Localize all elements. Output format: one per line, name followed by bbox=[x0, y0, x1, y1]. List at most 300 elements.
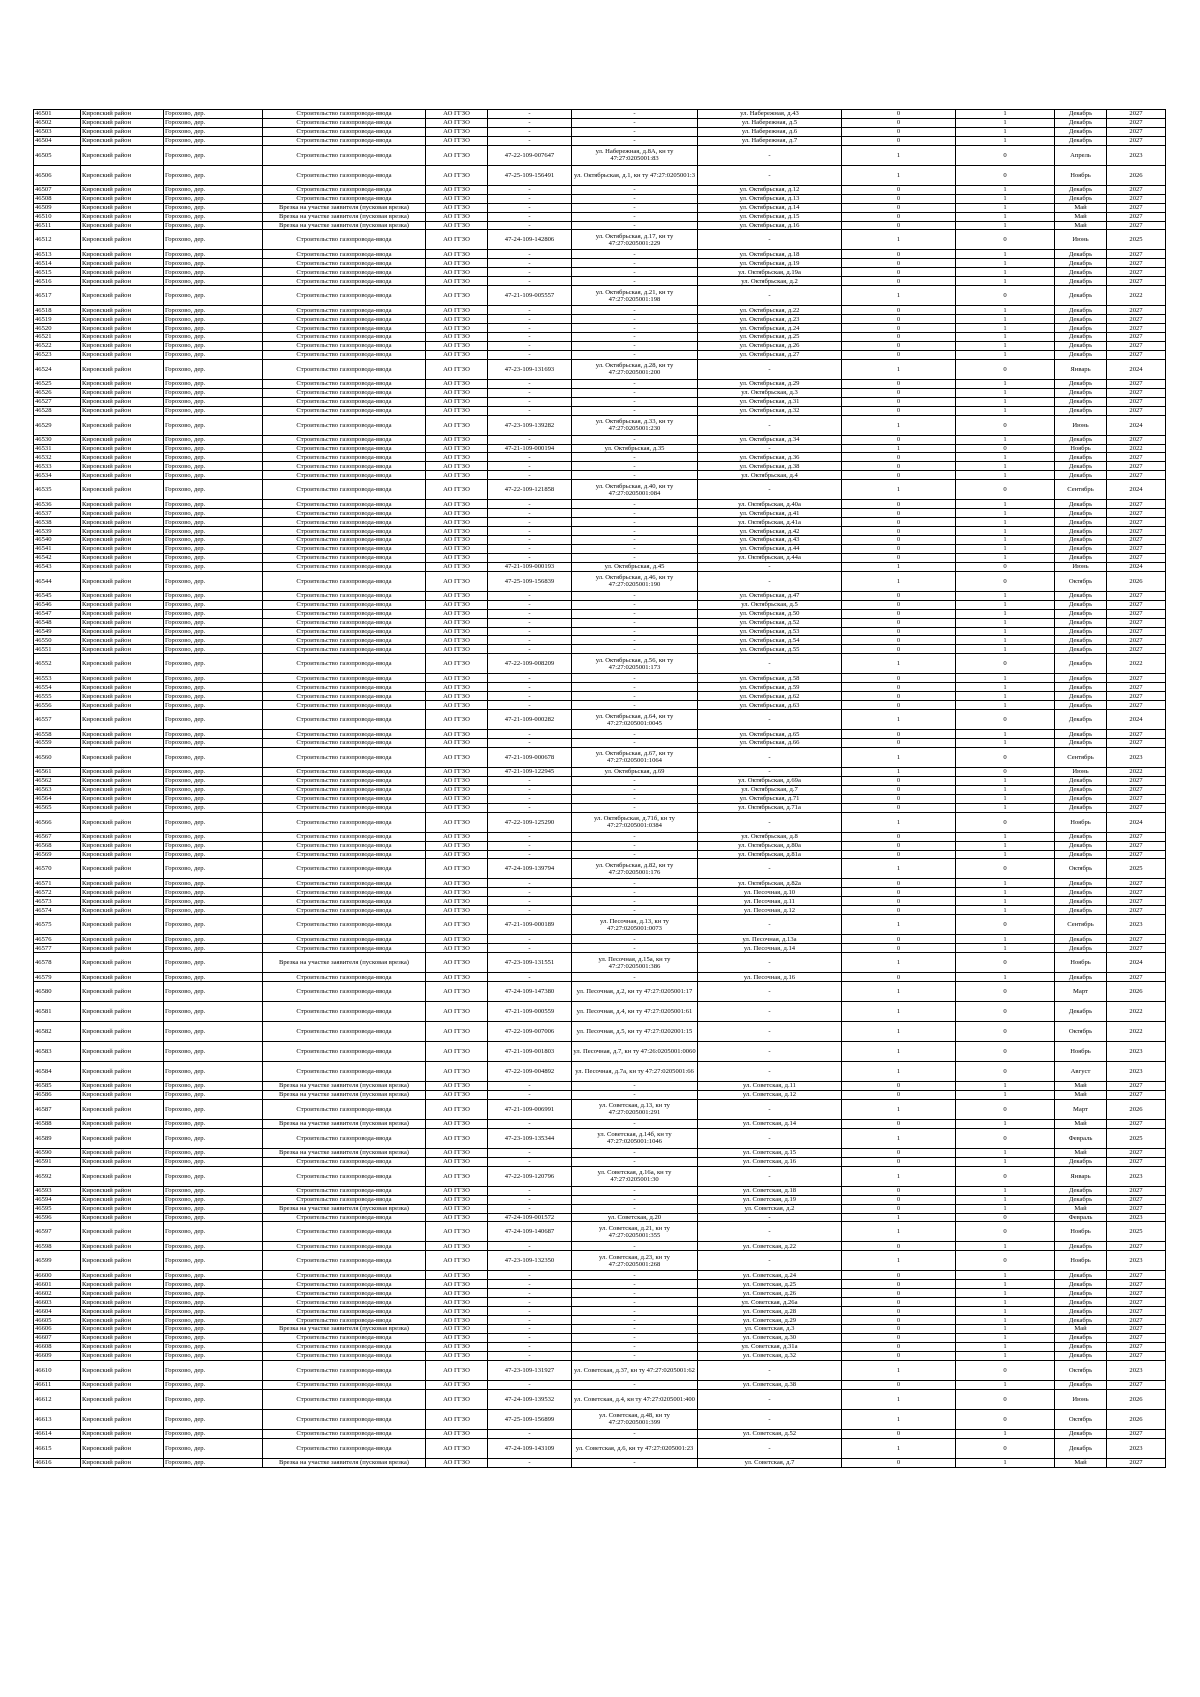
row-number-cell: 46527 bbox=[34, 397, 81, 406]
address-cell: ул. Октябрьская, д.41а bbox=[698, 518, 842, 527]
value-a-cell: 0 bbox=[842, 674, 956, 683]
row-number-cell: 46515 bbox=[34, 268, 81, 277]
work-type-cell: Врезка на участке заявителя (пусковая врезка) bbox=[263, 1458, 426, 1467]
value-a-cell: 0 bbox=[842, 1298, 956, 1307]
work-type-cell: Строительство газопровода-ввода bbox=[263, 739, 426, 748]
district-cell: Кировский район bbox=[81, 1409, 164, 1429]
settlement-cell: Горохово, дер. bbox=[164, 118, 263, 127]
row-number-cell: 46562 bbox=[34, 776, 81, 785]
month-cell: Декабрь bbox=[1055, 136, 1107, 145]
row-number-cell: 46605 bbox=[34, 1316, 81, 1325]
work-type-cell: Строительство газопровода-ввода bbox=[263, 879, 426, 888]
work-type-cell: Строительство газопровода-ввода bbox=[263, 471, 426, 480]
row-number-cell: 46518 bbox=[34, 306, 81, 315]
district-cell: Кировский район bbox=[81, 812, 164, 832]
table-row bbox=[34, 1128, 1166, 1148]
table-row bbox=[34, 944, 1166, 953]
organization-cell: АО ГГЗО bbox=[426, 500, 488, 509]
organization-cell: АО ГГЗО bbox=[426, 1128, 488, 1148]
row-number-cell: 46598 bbox=[34, 1242, 81, 1251]
address-cell: ул. Октябрьская, д.43 bbox=[698, 536, 842, 545]
address-cell: ул. Советская, д.11 bbox=[698, 1082, 842, 1091]
address-cell: ул. Песочная, д.11 bbox=[698, 897, 842, 906]
value-a-cell: 1 bbox=[842, 982, 956, 1002]
work-type-cell: Строительство газопровода-ввода bbox=[263, 982, 426, 1002]
value-b-cell: 0 bbox=[956, 1409, 1055, 1429]
tu-number-cell: - bbox=[488, 803, 572, 812]
organization-cell: АО ГГЗО bbox=[426, 935, 488, 944]
month-cell: Декабрь bbox=[1055, 654, 1107, 674]
row-number-cell: 46522 bbox=[34, 341, 81, 350]
row-number-cell: 46509 bbox=[34, 203, 81, 212]
year-cell: 2027 bbox=[1107, 1195, 1166, 1204]
district-cell: Кировский район bbox=[81, 1298, 164, 1307]
year-cell: 2027 bbox=[1107, 1242, 1166, 1251]
address-with-cadastral-cell: ул. Октябрьская, д.1, кн ту 47:27:0205001:3 bbox=[572, 165, 698, 185]
address-cell: - bbox=[698, 415, 842, 435]
value-a-cell: 0 bbox=[842, 1090, 956, 1099]
year-cell: 2027 bbox=[1107, 739, 1166, 748]
work-type-cell: Строительство газопровода-ввода bbox=[263, 562, 426, 571]
address-cell: - bbox=[698, 286, 842, 306]
month-cell: Декабрь bbox=[1055, 536, 1107, 545]
row-number-cell: 46521 bbox=[34, 333, 81, 342]
settlement-cell: Горохово, дер. bbox=[164, 888, 263, 897]
table-row bbox=[34, 1222, 1166, 1242]
tu-number-cell: - bbox=[488, 739, 572, 748]
month-cell: Декабрь bbox=[1055, 944, 1107, 953]
address-cell: ул. Октябрьская, д.4 bbox=[698, 471, 842, 480]
district-cell: Кировский район bbox=[81, 250, 164, 259]
address-with-cadastral-cell: - bbox=[572, 627, 698, 636]
value-b-cell: 1 bbox=[956, 1351, 1055, 1360]
row-number-cell: 46507 bbox=[34, 185, 81, 194]
tu-number-cell: - bbox=[488, 315, 572, 324]
year-cell: 2023 bbox=[1107, 1251, 1166, 1271]
month-cell: Декабрь bbox=[1055, 286, 1107, 306]
work-type-cell: Строительство газопровода-ввода bbox=[263, 1351, 426, 1360]
work-type-cell: Строительство газопровода-ввода bbox=[263, 859, 426, 879]
row-number-cell: 46536 bbox=[34, 500, 81, 509]
row-number-cell: 46584 bbox=[34, 1062, 81, 1082]
address-cell: - bbox=[698, 145, 842, 165]
year-cell: 2027 bbox=[1107, 315, 1166, 324]
table-row bbox=[34, 1082, 1166, 1091]
month-cell: Декабрь bbox=[1055, 879, 1107, 888]
address-cell: - bbox=[698, 1022, 842, 1042]
year-cell: 2022 bbox=[1107, 444, 1166, 453]
address-with-cadastral-cell: - bbox=[572, 462, 698, 471]
address-cell: ул. Набережная, д.6 bbox=[698, 127, 842, 136]
address-cell: - bbox=[698, 915, 842, 935]
settlement-cell: Горохово, дер. bbox=[164, 645, 263, 654]
month-cell: Декабрь bbox=[1055, 973, 1107, 982]
settlement-cell: Горохово, дер. bbox=[164, 221, 263, 230]
table-row bbox=[34, 1148, 1166, 1157]
address-cell: - bbox=[698, 1062, 842, 1082]
month-cell: Декабрь bbox=[1055, 500, 1107, 509]
work-type-cell: Строительство газопровода-ввода bbox=[263, 185, 426, 194]
value-a-cell: 1 bbox=[842, 747, 956, 767]
settlement-cell: Горохово, дер. bbox=[164, 406, 263, 415]
value-b-cell: 1 bbox=[956, 1195, 1055, 1204]
value-a-cell: 0 bbox=[842, 600, 956, 609]
address-with-cadastral-cell: - bbox=[572, 1342, 698, 1351]
address-with-cadastral-cell: - bbox=[572, 1242, 698, 1251]
value-a-cell: 0 bbox=[842, 500, 956, 509]
row-number-cell: 46538 bbox=[34, 518, 81, 527]
month-cell: Декабрь bbox=[1055, 553, 1107, 562]
table-row bbox=[34, 136, 1166, 145]
row-number-cell: 46537 bbox=[34, 509, 81, 518]
district-cell: Кировский район bbox=[81, 645, 164, 654]
address-with-cadastral-cell: - bbox=[572, 221, 698, 230]
work-type-cell: Строительство газопровода-ввода bbox=[263, 1099, 426, 1119]
address-cell: - bbox=[698, 859, 842, 879]
district-cell: Кировский район bbox=[81, 1222, 164, 1242]
month-cell: Декабрь bbox=[1055, 1316, 1107, 1325]
address-cell: ул. Советская, д.22 bbox=[698, 1242, 842, 1251]
table-row bbox=[34, 1213, 1166, 1222]
district-cell: Кировский район bbox=[81, 1271, 164, 1280]
row-number-cell: 46516 bbox=[34, 277, 81, 286]
row-number-cell: 46557 bbox=[34, 710, 81, 730]
year-cell: 2027 bbox=[1107, 453, 1166, 462]
row-number-cell: 46546 bbox=[34, 600, 81, 609]
settlement-cell: Горохово, дер. bbox=[164, 1022, 263, 1042]
month-cell: Декабрь bbox=[1055, 333, 1107, 342]
tu-number-cell: - bbox=[488, 1119, 572, 1128]
tu-number-cell: 47-22-109-120796 bbox=[488, 1166, 572, 1186]
settlement-cell: Горохово, дер. bbox=[164, 1090, 263, 1099]
district-cell: Кировский район bbox=[81, 268, 164, 277]
tu-number-cell: - bbox=[488, 306, 572, 315]
row-number-cell: 46582 bbox=[34, 1022, 81, 1042]
work-type-cell: Врезка на участке заявителя (пусковая врезка) bbox=[263, 1325, 426, 1334]
address-cell: ул. Песочная, д.10 bbox=[698, 888, 842, 897]
address-cell: ул. Советская, д.32 bbox=[698, 1351, 842, 1360]
month-cell: Май bbox=[1055, 1204, 1107, 1213]
organization-cell: АО ГГЗО bbox=[426, 730, 488, 739]
tu-number-cell: - bbox=[488, 333, 572, 342]
row-number-cell: 46510 bbox=[34, 212, 81, 221]
address-with-cadastral-cell: ул. Песочная, д.15а, кн ту 47:27:0205001:386 bbox=[572, 953, 698, 973]
tu-number-cell: - bbox=[488, 1351, 572, 1360]
work-type-cell: Врезка на участке заявителя (пусковая врезка) bbox=[263, 1090, 426, 1099]
row-number-cell: 46554 bbox=[34, 683, 81, 692]
month-cell: Декабрь bbox=[1055, 1438, 1107, 1458]
organization-cell: АО ГГЗО bbox=[426, 841, 488, 850]
work-type-cell: Строительство газопровода-ввода bbox=[263, 359, 426, 379]
month-cell: Декабрь bbox=[1055, 674, 1107, 683]
address-cell: ул. Октябрьская, д.71а bbox=[698, 803, 842, 812]
table-row bbox=[34, 1157, 1166, 1166]
organization-cell: АО ГГЗО bbox=[426, 306, 488, 315]
address-with-cadastral-cell: - bbox=[572, 544, 698, 553]
address-with-cadastral-cell: ул. Песочная, д.4, кн ту 47:27:0205001:61 bbox=[572, 1002, 698, 1022]
district-cell: Кировский район bbox=[81, 1002, 164, 1022]
district-cell: Кировский район bbox=[81, 1316, 164, 1325]
organization-cell: АО ГГЗО bbox=[426, 480, 488, 500]
value-a-cell: 0 bbox=[842, 194, 956, 203]
year-cell: 2027 bbox=[1107, 591, 1166, 600]
value-a-cell: 0 bbox=[842, 536, 956, 545]
table-row bbox=[34, 785, 1166, 794]
settlement-cell: Горохово, дер. bbox=[164, 185, 263, 194]
value-a-cell: 0 bbox=[842, 341, 956, 350]
address-with-cadastral-cell: ул. Советская, д.13, кн ту 47:27:0205001:291 bbox=[572, 1099, 698, 1119]
value-b-cell: 0 bbox=[956, 359, 1055, 379]
month-cell: Декабрь bbox=[1055, 324, 1107, 333]
month-cell: Декабрь bbox=[1055, 185, 1107, 194]
month-cell: Май bbox=[1055, 1458, 1107, 1467]
tu-number-cell: - bbox=[488, 1342, 572, 1351]
district-cell: Кировский район bbox=[81, 1166, 164, 1186]
year-cell: 2027 bbox=[1107, 897, 1166, 906]
settlement-cell: Горохово, дер. bbox=[164, 1289, 263, 1298]
settlement-cell: Горохово, дер. bbox=[164, 1298, 263, 1307]
work-type-cell: Строительство газопровода-ввода bbox=[263, 341, 426, 350]
tu-number-cell: 47-24-109-143109 bbox=[488, 1438, 572, 1458]
value-a-cell: 0 bbox=[842, 944, 956, 953]
value-b-cell: 0 bbox=[956, 859, 1055, 879]
row-number-cell: 46523 bbox=[34, 350, 81, 359]
work-type-cell: Строительство газопровода-ввода bbox=[263, 1002, 426, 1022]
table-row bbox=[34, 553, 1166, 562]
district-cell: Кировский район bbox=[81, 212, 164, 221]
row-number-cell: 46607 bbox=[34, 1333, 81, 1342]
year-cell: 2022 bbox=[1107, 654, 1166, 674]
tu-number-cell: - bbox=[488, 973, 572, 982]
organization-cell: АО ГГЗО bbox=[426, 379, 488, 388]
work-type-cell: Строительство газопровода-ввода bbox=[263, 1409, 426, 1429]
table-row bbox=[34, 1090, 1166, 1099]
address-with-cadastral-cell: - bbox=[572, 127, 698, 136]
organization-cell: АО ГГЗО bbox=[426, 544, 488, 553]
year-cell: 2027 bbox=[1107, 268, 1166, 277]
year-cell: 2027 bbox=[1107, 1119, 1166, 1128]
address-cell: ул. Октябрьская, д.59 bbox=[698, 683, 842, 692]
district-cell: Кировский район bbox=[81, 935, 164, 944]
table-row bbox=[34, 1458, 1166, 1467]
work-type-cell: Строительство газопровода-ввода bbox=[263, 480, 426, 500]
address-with-cadastral-cell: ул. Советская, д.6, кн ту 47:27:0205001:23 bbox=[572, 1438, 698, 1458]
tu-number-cell: - bbox=[488, 185, 572, 194]
value-a-cell: 0 bbox=[842, 277, 956, 286]
table-row bbox=[34, 562, 1166, 571]
district-cell: Кировский район bbox=[81, 1157, 164, 1166]
organization-cell: АО ГГЗО bbox=[426, 785, 488, 794]
tu-number-cell: - bbox=[488, 136, 572, 145]
address-cell: ул. Октябрьская, д.42 bbox=[698, 527, 842, 536]
tu-number-cell: 47-22-109-007647 bbox=[488, 145, 572, 165]
value-a-cell: 1 bbox=[842, 571, 956, 591]
organization-cell: АО ГГЗО bbox=[426, 110, 488, 119]
value-b-cell: 1 bbox=[956, 1333, 1055, 1342]
row-number-cell: 46589 bbox=[34, 1128, 81, 1148]
settlement-cell: Горохово, дер. bbox=[164, 730, 263, 739]
value-a-cell: 0 bbox=[842, 462, 956, 471]
address-with-cadastral-cell: - bbox=[572, 906, 698, 915]
organization-cell: АО ГГЗО bbox=[426, 471, 488, 480]
address-with-cadastral-cell: - bbox=[572, 1307, 698, 1316]
month-cell: Январь bbox=[1055, 1166, 1107, 1186]
work-type-cell: Строительство газопровода-ввода bbox=[263, 462, 426, 471]
month-cell: Декабрь bbox=[1055, 277, 1107, 286]
settlement-cell: Горохово, дер. bbox=[164, 803, 263, 812]
settlement-cell: Горохово, дер. bbox=[164, 1157, 263, 1166]
month-cell: Декабрь bbox=[1055, 888, 1107, 897]
address-cell: ул. Набережная, д.43 bbox=[698, 110, 842, 119]
value-a-cell: 0 bbox=[842, 333, 956, 342]
district-cell: Кировский район bbox=[81, 803, 164, 812]
district-cell: Кировский район bbox=[81, 1119, 164, 1128]
address-cell: ул. Октябрьская, д.54 bbox=[698, 636, 842, 645]
month-cell: Май bbox=[1055, 1119, 1107, 1128]
settlement-cell: Горохово, дер. bbox=[164, 350, 263, 359]
tu-number-cell: - bbox=[488, 1289, 572, 1298]
address-cell: ул. Советская, д.7 bbox=[698, 1458, 842, 1467]
year-cell: 2027 bbox=[1107, 1148, 1166, 1157]
address-cell: ул. Советская, д.31а bbox=[698, 1342, 842, 1351]
value-b-cell: 1 bbox=[956, 1271, 1055, 1280]
value-a-cell: 0 bbox=[842, 203, 956, 212]
work-type-cell: Строительство газопровода-ввода bbox=[263, 609, 426, 618]
year-cell: 2027 bbox=[1107, 850, 1166, 859]
year-cell: 2026 bbox=[1107, 1409, 1166, 1429]
year-cell: 2027 bbox=[1107, 1082, 1166, 1091]
settlement-cell: Горохово, дер. bbox=[164, 453, 263, 462]
value-a-cell: 0 bbox=[842, 324, 956, 333]
value-a-cell: 1 bbox=[842, 1360, 956, 1380]
value-a-cell: 0 bbox=[842, 1351, 956, 1360]
table-row bbox=[34, 776, 1166, 785]
month-cell: Декабрь bbox=[1055, 645, 1107, 654]
year-cell: 2027 bbox=[1107, 185, 1166, 194]
address-cell: ул. Октябрьская, д.26 bbox=[698, 341, 842, 350]
tu-number-cell: - bbox=[488, 527, 572, 536]
district-cell: Кировский район bbox=[81, 500, 164, 509]
settlement-cell: Горохово, дер. bbox=[164, 286, 263, 306]
settlement-cell: Горохово, дер. bbox=[164, 982, 263, 1002]
address-cell: - bbox=[698, 230, 842, 250]
settlement-cell: Горохово, дер. bbox=[164, 471, 263, 480]
table-row bbox=[34, 221, 1166, 230]
address-with-cadastral-cell: ул. Советская, д.48, кн ту 47:27:0205001:399 bbox=[572, 1409, 698, 1429]
value-b-cell: 0 bbox=[956, 1222, 1055, 1242]
tu-number-cell: - bbox=[488, 627, 572, 636]
address-cell: ул. Советская, д.26а bbox=[698, 1298, 842, 1307]
tu-number-cell: 47-24-109-147380 bbox=[488, 982, 572, 1002]
table-row bbox=[34, 674, 1166, 683]
address-with-cadastral-cell: - bbox=[572, 518, 698, 527]
work-type-cell: Строительство газопровода-ввода bbox=[263, 306, 426, 315]
settlement-cell: Горохово, дер. bbox=[164, 1409, 263, 1429]
organization-cell: АО ГГЗО bbox=[426, 1148, 488, 1157]
row-number-cell: 46603 bbox=[34, 1298, 81, 1307]
value-a-cell: 0 bbox=[842, 739, 956, 748]
tu-number-cell: - bbox=[488, 935, 572, 944]
value-a-cell: 0 bbox=[842, 803, 956, 812]
value-b-cell: 1 bbox=[956, 518, 1055, 527]
month-cell: Январь bbox=[1055, 359, 1107, 379]
month-cell: Сентябрь bbox=[1055, 480, 1107, 500]
table-row bbox=[34, 350, 1166, 359]
settlement-cell: Горохово, дер. bbox=[164, 1325, 263, 1334]
address-with-cadastral-cell: ул. Октябрьская, д.40, кн ту 47:27:0205001:084 bbox=[572, 480, 698, 500]
month-cell: Май bbox=[1055, 212, 1107, 221]
value-a-cell: 0 bbox=[842, 888, 956, 897]
value-b-cell: 0 bbox=[956, 1042, 1055, 1062]
district-cell: Кировский район bbox=[81, 785, 164, 794]
table-row bbox=[34, 767, 1166, 776]
organization-cell: АО ГГЗО bbox=[426, 250, 488, 259]
address-with-cadastral-cell: - bbox=[572, 1119, 698, 1128]
table-row bbox=[34, 897, 1166, 906]
address-with-cadastral-cell: - bbox=[572, 794, 698, 803]
address-cell: ул. Октябрьская, д.5 bbox=[698, 600, 842, 609]
organization-cell: АО ГГЗО bbox=[426, 444, 488, 453]
address-cell: ул. Октябрьская, д.69а bbox=[698, 776, 842, 785]
value-b-cell: 1 bbox=[956, 897, 1055, 906]
row-number-cell: 46511 bbox=[34, 221, 81, 230]
tu-number-cell: - bbox=[488, 544, 572, 553]
address-cell: ул. Октябрьская, д.81а bbox=[698, 850, 842, 859]
tu-number-cell: - bbox=[488, 397, 572, 406]
address-with-cadastral-cell: - bbox=[572, 212, 698, 221]
value-b-cell: 1 bbox=[956, 794, 1055, 803]
year-cell: 2027 bbox=[1107, 794, 1166, 803]
value-a-cell: 0 bbox=[842, 1325, 956, 1334]
month-cell: Декабрь bbox=[1055, 1380, 1107, 1389]
work-type-cell: Строительство газопровода-ввода bbox=[263, 600, 426, 609]
organization-cell: АО ГГЗО bbox=[426, 915, 488, 935]
month-cell: Октябрь bbox=[1055, 1360, 1107, 1380]
value-b-cell: 1 bbox=[956, 645, 1055, 654]
value-a-cell: 0 bbox=[842, 897, 956, 906]
month-cell: Май bbox=[1055, 1082, 1107, 1091]
address-cell: ул. Октябрьская, д.47 bbox=[698, 591, 842, 600]
work-type-cell: Строительство газопровода-ввода bbox=[263, 527, 426, 536]
tu-number-cell: - bbox=[488, 776, 572, 785]
year-cell: 2027 bbox=[1107, 645, 1166, 654]
value-b-cell: 1 bbox=[956, 944, 1055, 953]
year-cell: 2027 bbox=[1107, 110, 1166, 119]
value-b-cell: 1 bbox=[956, 1316, 1055, 1325]
work-type-cell: Строительство газопровода-ввода bbox=[263, 897, 426, 906]
address-with-cadastral-cell: - bbox=[572, 600, 698, 609]
address-with-cadastral-cell: - bbox=[572, 636, 698, 645]
address-cell: - bbox=[698, 710, 842, 730]
settlement-cell: Горохово, дер. bbox=[164, 785, 263, 794]
organization-cell: АО ГГЗО bbox=[426, 1119, 488, 1128]
address-with-cadastral-cell: - bbox=[572, 803, 698, 812]
district-cell: Кировский район bbox=[81, 1213, 164, 1222]
value-b-cell: 1 bbox=[956, 739, 1055, 748]
value-a-cell: 0 bbox=[842, 435, 956, 444]
district-cell: Кировский район bbox=[81, 730, 164, 739]
address-cell: - bbox=[698, 1128, 842, 1148]
value-b-cell: 0 bbox=[956, 1062, 1055, 1082]
table-row bbox=[34, 471, 1166, 480]
year-cell: 2027 bbox=[1107, 1186, 1166, 1195]
address-with-cadastral-cell: - bbox=[572, 1204, 698, 1213]
work-type-cell: Строительство газопровода-ввода bbox=[263, 1360, 426, 1380]
table-row bbox=[34, 1307, 1166, 1316]
tu-number-cell: - bbox=[488, 618, 572, 627]
value-a-cell: 1 bbox=[842, 145, 956, 165]
month-cell: Декабрь bbox=[1055, 306, 1107, 315]
